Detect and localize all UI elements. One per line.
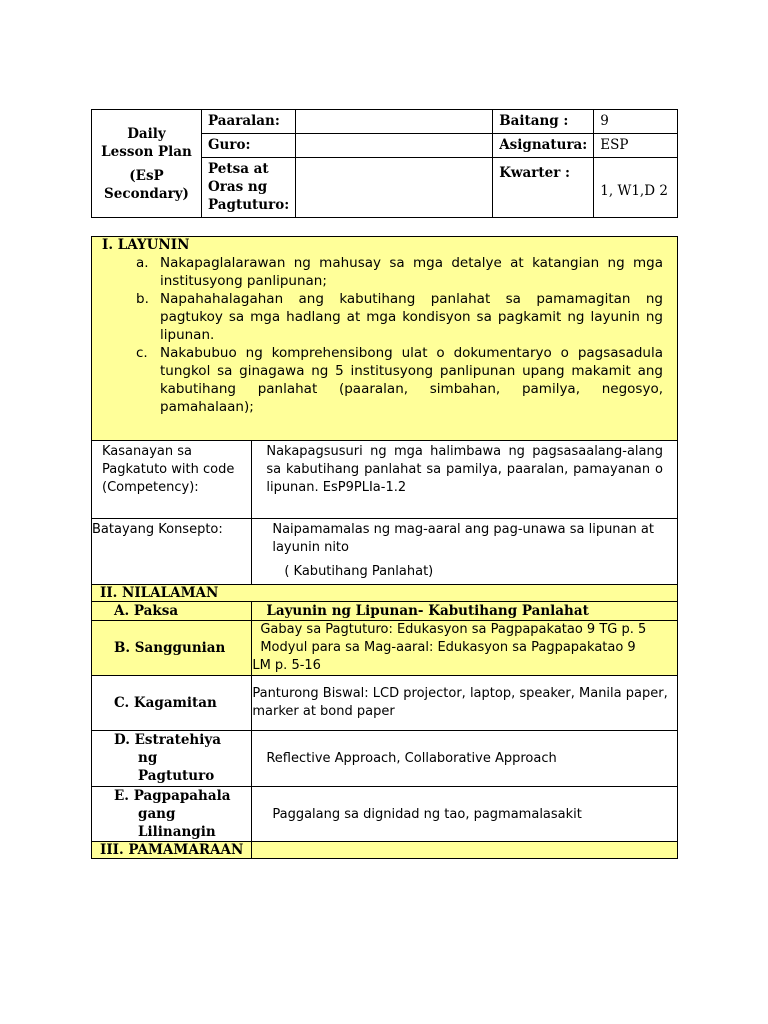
sanggunian-line: LM p. 5-16 — [252, 658, 321, 673]
subject-label: Asignatura: — [493, 134, 594, 158]
estratehiya-label-line: Pagtuturo — [138, 768, 215, 784]
objective-item — [136, 344, 663, 416]
pagpapahalaga-value: Paggalang sa dignidad ng tao, pagmamalasakit — [252, 787, 678, 842]
concept-cell — [252, 519, 678, 585]
school-label: Paaralan: — [202, 110, 296, 134]
pamamaraan-value — [252, 842, 678, 859]
date-label-line: Oras ng — [208, 179, 268, 195]
lesson-plan-body-table — [91, 236, 678, 859]
objective-text: Napahahalagahan ang kabutihang panlahat sa pamamagitan ng pagtukoy sa mga hadlang at mga kondisyon sa pagkamit ng layunin ng lipunan. — [160, 291, 663, 343]
date-label-line: Pagtuturo: — [208, 197, 290, 213]
grade-value[interactable]: 9 — [594, 110, 678, 134]
pagpapahalaga-label-line: gang — [138, 806, 176, 822]
objective-item — [136, 290, 663, 344]
date-label — [202, 158, 296, 218]
objective-list — [92, 254, 677, 424]
concept-note: ( Kabutihang Panlahat) — [284, 564, 434, 579]
nilalaman-heading: II. NILALAMAN — [92, 585, 678, 602]
quarter-label: Kwarter : — [493, 158, 594, 218]
grade-label: Baitang : — [493, 110, 594, 134]
objective-text: Nakabubuo ng komprehensibong ulat o dokumentaryo o pagsasadula tungkol sa ginagawa ng 5 institusyong panlipunan upang makamit ang kabutihang panlahat (paaralan, simbahan, pamilya, negosyo, pamahalaan); — [160, 345, 663, 415]
competency-value: Nakapagsusuri ng mga halimbawa ng pagsasaalang-alang sa kabutihang panlahat sa pamilya, paaralan, pamayanan o lipunan. EsP9PLIa-1.2 — [252, 441, 678, 519]
title-line: Daily — [127, 125, 166, 142]
title-line: Lesson Plan — [101, 143, 192, 160]
estratehiya-label-line: D. Estratehiya — [114, 732, 221, 748]
title-line: (EsP — [129, 167, 164, 184]
kagamitan-label: C. Kagamitan — [92, 676, 252, 731]
pagpapahalaga-label — [92, 787, 252, 842]
sanggunian-line: Gabay sa Pagtuturo: Edukasyon sa Pagpapakatao 9 TG p. 5 — [260, 622, 647, 637]
sanggunian-cell — [252, 621, 678, 676]
title-line: Secondary) — [104, 185, 189, 202]
layunin-heading: I. LAYUNIN — [102, 237, 190, 253]
pamamaraan-heading: III. PAMAMARAAN — [92, 842, 252, 859]
date-label-line: Petsa at — [208, 161, 269, 177]
quarter-value[interactable]: 1, W1,D 2 — [594, 158, 678, 218]
paksa-label: A. Paksa — [92, 602, 252, 621]
concept-value: Naipamamalas ng mag-aaral ang pag-unawa sa lipunan at layunin nito — [272, 522, 654, 555]
competency-label: Kasanayan sa Pagkatuto with code (Competency): — [92, 441, 252, 519]
header-table — [91, 109, 678, 218]
objective-letter: c. — [136, 345, 148, 361]
paksa-value: Layunin ng Lipunan- Kabutihang Panlahat — [252, 602, 678, 621]
estratehiya-label-line: ng — [138, 750, 158, 766]
teacher-value[interactable] — [296, 134, 493, 158]
estratehiya-label — [92, 731, 252, 787]
objective-letter: b. — [136, 291, 149, 307]
date-value[interactable] — [296, 158, 493, 218]
objective-item — [136, 254, 663, 290]
kagamitan-value: Panturong Biswal: LCD projector, laptop, speaker, Manila paper, marker at bond paper — [252, 676, 678, 731]
concept-label: Batayang Konsepto: — [92, 519, 252, 585]
objective-letter: a. — [136, 255, 149, 271]
layunin-section — [92, 237, 678, 441]
estratehiya-value: Reflective Approach, Collaborative Approach — [252, 731, 678, 787]
objective-text: Nakapaglalarawan ng mahusay sa mga detalye at katangian ng mga institusyong panlipunan; — [160, 255, 663, 289]
teacher-label: Guro: — [202, 134, 296, 158]
subject-value[interactable]: ESP — [594, 134, 678, 158]
sanggunian-line: Modyul para sa Mag-aaral: Edukasyon sa Pagpapakatao 9 — [260, 640, 636, 655]
school-value[interactable] — [296, 110, 493, 134]
pagpapahalaga-label-line: Lilinangin — [138, 824, 216, 840]
lesson-plan-title — [92, 110, 202, 218]
sanggunian-label: B. Sanggunian — [92, 621, 252, 676]
pagpapahalaga-label-line: E. Pagpapahala — [114, 788, 231, 804]
